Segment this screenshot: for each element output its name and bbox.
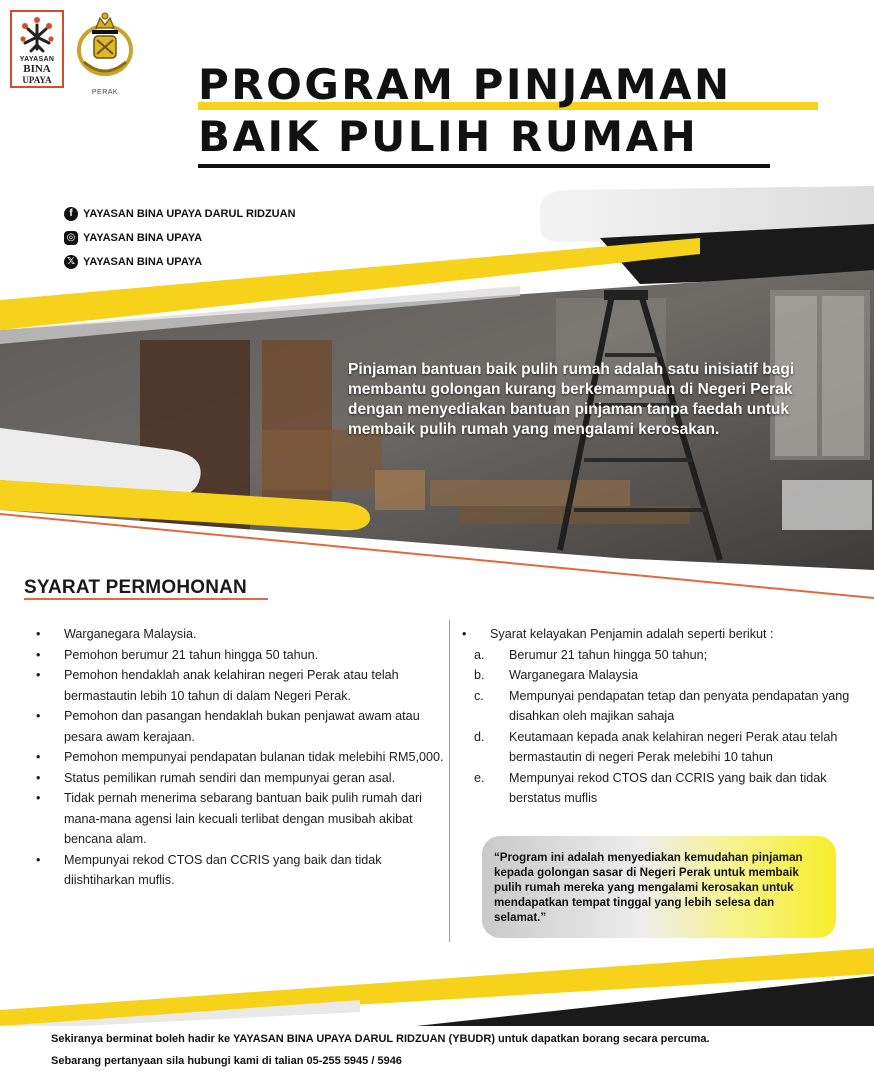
list-item [36,788,446,850]
title-line-2: BAIK PULIH RUMAH [198,112,699,161]
social-links [64,202,296,274]
list-item-text: Pemohon mempunyai pendapatan bulanan tidak melebihi RM5,000. [64,750,444,764]
social-label-x: YAYASAN BINA UPAYA [83,256,203,268]
bullet: • [36,668,41,682]
list-item-text: Pemohon berumur 21 tahun hingga 50 tahun. [64,647,319,662]
footer [0,1026,874,1080]
perak-caption: PERAK [91,89,119,96]
list-item-marker: e. [474,770,485,785]
list-item-text: Status pemilikan rumah sendiri dan mempunyai geran asal. [64,770,396,785]
list-item [36,645,446,666]
guarantor-requirements-list [462,624,862,809]
bullet: • [36,770,41,785]
list-item-marker: a. [474,647,485,662]
list-item-text: Mempunyai pendapatan tetap dan penyata pendapatan yang disahkan oleh majikan sahaja [509,688,850,723]
list-item-text: Warganegara Malaysia. [64,627,197,641]
list-item [36,706,446,747]
footer-info-line: Sekiranya berminat boleh hadir ke YAYASAN BINA UPAYA DARUL RIDZUAN (YBUDR) untuk dapatkan borang secara percuma. [51,1033,710,1045]
x-icon: 𝕏 [64,255,78,269]
list-item-text: Tidak pernah menerima sebarang bantuan baik pulih rumah dari mana-mana agensi lain kecuali terlibat dengan musibah akibat bencana alam. [64,791,422,846]
instagram-icon: ◎ [64,231,78,245]
list-item-text: Mempunyai rekod CTOS dan CCRIS yang baik dan tidak berstatus muflis [509,770,827,805]
list-item [36,665,446,706]
bottom-decorative-band [0,940,874,1030]
bullet: • [462,627,467,641]
bullet: • [36,791,41,805]
list-item-text: Pemohon hendaklah anak kelahiran negeri Perak atau telah bermastautin lebih 10 tahun di dalam Negeri Perak. [64,668,399,703]
social-label-instagram: YAYASAN BINA UPAYA [83,232,203,244]
social-x[interactable] [64,250,296,274]
list-item [462,665,862,686]
ybu-emblem-icon [17,15,57,53]
bullet: • [36,709,41,723]
list-item [462,645,862,666]
bullet: • [36,647,41,662]
list-item [462,686,862,727]
facebook-icon: f [64,207,78,221]
column-divider [449,620,450,942]
section-title: SYARAT PERMOHONAN [24,577,247,598]
list-item-text: Keutamaan kepada anak kelahiran negeri Perak atau telah bermastautin di negeri Perak melebihi 10 tahun [509,729,838,764]
perak-state-crest [72,10,138,96]
list-item-text: Pemohon dan pasangan hendaklah bukan penjawat awam atau pesara awam kerajaan. [64,709,420,744]
yayasan-bina-upaya-logo [10,10,64,88]
bullet: • [36,852,41,867]
footer-contact-line: Sebarang pertanyaan sila hubungi kami di talian 05-255 5945 / 5946 [51,1055,402,1067]
logo-group [10,10,138,96]
list-item-marker: c. [474,688,484,703]
list-item [36,768,446,789]
list-item-text: Warganegara Malaysia [509,668,639,682]
bullet: • [36,750,41,764]
title-black-underline [198,164,770,168]
list-item [36,747,446,768]
perak-crest-icon [72,10,138,82]
logo-text-line1: YAYASAN [19,56,55,63]
list-item [462,768,862,809]
social-instagram[interactable] [64,226,296,250]
list-item [36,850,446,891]
section-title-underline [24,598,268,600]
list-item-text: Berumur 21 tahun hingga 50 tahun; [509,647,708,662]
guarantor-heading-text: Syarat kelayakan Penjamin adalah seperti berikut : [490,627,774,641]
logo-text-line2: BINA [23,63,51,75]
bullet: • [36,627,41,641]
list-item [36,624,446,645]
social-label-facebook: YAYASAN BINA UPAYA DARUL RIDZUAN [83,208,296,220]
title-line-1: PROGRAM PINJAMAN [198,60,732,109]
list-item-marker: b. [474,668,485,682]
list-item-text: Mempunyai rekod CTOS dan CCRIS yang baik dan tidak diishtiharkan muflis. [64,852,382,887]
page-title [198,60,732,162]
hero-description: Pinjaman bantuan baik pulih rumah adalah satu inisiatif bagi membantu golongan kurang berkemampuan di Negeri Perak dengan menyediakan bantuan pinjaman tanpa faedah untuk membaik pulih rumah yang mengalami kerosakan. [348,361,795,438]
list-item [462,727,862,768]
applicant-requirements-list [36,624,446,891]
logo-text-line3: UPAYA [22,75,52,85]
list-item-marker: d. [474,729,485,744]
guarantor-heading [462,624,862,645]
program-quote-box: “Program ini adalah menyediakan kemudahan pinjaman kepada golongan sasar di Negeri Perak untuk membaik pulih rumah mereka yang mengalami kerosakan untuk mendapatkan tempat tinggal yang lebih selesa dan selamat.” [482,836,836,938]
social-facebook[interactable] [64,202,296,226]
